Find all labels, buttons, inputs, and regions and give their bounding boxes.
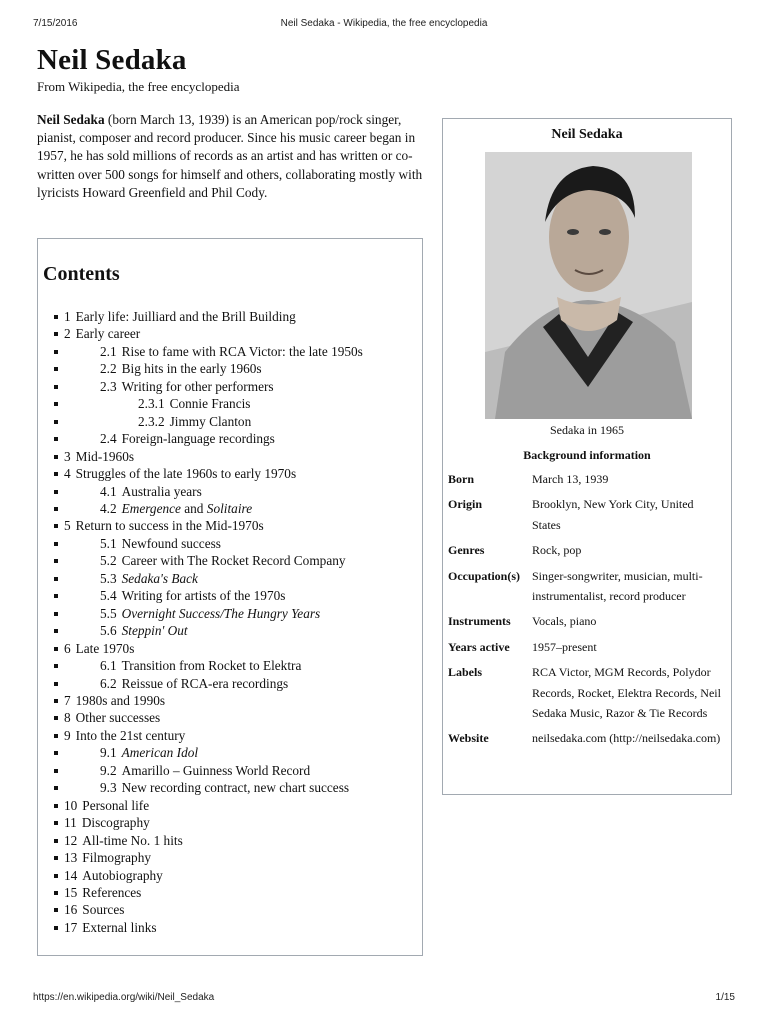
- toc-item-number: 15: [64, 884, 78, 900]
- infobox-row: [448, 637, 725, 657]
- infobox-row: [448, 494, 725, 535]
- toc-item-number: 9.2: [100, 762, 117, 778]
- toc-item-text: Mid-1960s: [75, 448, 135, 464]
- toc-item-text: Emergence: [121, 500, 181, 516]
- toc-item-number: 2.1: [100, 343, 117, 359]
- toc-item-text: Reissue of RCA-era recordings: [121, 675, 289, 691]
- toc-item[interactable]: [64, 884, 418, 901]
- toc-item-text: Transition from Rocket to Elektra: [121, 658, 302, 674]
- toc-item[interactable]: [64, 605, 418, 622]
- infobox-label: Website: [448, 731, 489, 746]
- toc-item-number: 2.3.1: [138, 396, 165, 412]
- toc-item[interactable]: [64, 395, 418, 412]
- toc-item-text: Personal life: [82, 797, 150, 813]
- infobox-row: [448, 728, 725, 748]
- toc-item-number: 6.2: [100, 675, 117, 691]
- toc-item[interactable]: [64, 675, 418, 692]
- toc-item-text: Into the 21st century: [75, 727, 186, 743]
- infobox-value: Vocals, piano: [532, 614, 597, 629]
- infobox-row: [448, 662, 725, 723]
- print-url[interactable]: https://en.wikipedia.org/wiki/Neil_Sedaka: [33, 992, 215, 1003]
- intro-paragraph: [37, 111, 429, 202]
- toc-item-number: 6: [64, 640, 71, 656]
- infobox-value: March 13, 1939: [532, 472, 609, 486]
- toc-item-text: Filmography: [82, 850, 151, 866]
- toc-item-text: Sources: [82, 902, 125, 918]
- infobox-label: Occupation(s): [448, 568, 520, 583]
- toc-item-number: 5.3: [100, 570, 117, 586]
- infobox-value: 1957–present: [532, 639, 597, 654]
- toc-item[interactable]: [64, 901, 418, 918]
- toc-item-text: and: [180, 500, 207, 516]
- toc-item-text: Solitaire: [206, 500, 253, 516]
- toc-item[interactable]: [64, 308, 418, 325]
- toc-item-text: Foreign-language recordings: [121, 431, 275, 447]
- toc-list: [64, 308, 418, 936]
- toc-item[interactable]: [64, 448, 418, 465]
- toc-item-text: Late 1970s: [75, 640, 135, 656]
- toc-item-text: Jimmy Clanton: [169, 413, 252, 429]
- toc-item-number: 4.1: [100, 483, 117, 499]
- toc-item-text: Writing for artists of the 1970s: [121, 588, 286, 604]
- toc-item[interactable]: [64, 517, 418, 534]
- toc-item[interactable]: [64, 413, 418, 430]
- infobox-rows: [448, 469, 725, 754]
- infobox-row: [448, 611, 725, 631]
- toc-item[interactable]: [64, 867, 418, 884]
- intro-text: (born March 13, 1939) is an American pop/rock singer, pianist, composer and record producer. Since his music career began in 1957, he has sold millions of records as an artist and has written or co-written over 500 songs for himself and others, collaborating mostly with lyricists Howard Greenfield and Phil Cody.: [37, 112, 423, 200]
- toc-item-text: References: [82, 884, 142, 900]
- toc-item-text: Amarillo – Guinness World Record: [121, 762, 311, 778]
- toc-item[interactable]: [64, 378, 418, 395]
- infobox-value[interactable]: Brooklyn, New York City, United States: [532, 497, 694, 532]
- toc-item-number: 5.5: [100, 605, 117, 621]
- toc-item[interactable]: [64, 552, 418, 569]
- infobox-label: Genres: [448, 543, 485, 558]
- toc-item-number: 5.1: [100, 535, 117, 551]
- toc-item[interactable]: [64, 814, 418, 831]
- toc-item[interactable]: [64, 570, 418, 587]
- infobox-title: Neil Sedaka: [551, 127, 623, 142]
- infobox-row: [448, 540, 725, 560]
- toc-item-text: Autobiography: [82, 867, 163, 883]
- toc-item-number: 5.6: [100, 623, 117, 639]
- print-date: 7/15/2016: [33, 18, 78, 29]
- infobox-label: Born: [448, 472, 475, 486]
- toc-item-number: 2.3.2: [138, 413, 165, 429]
- toc-item-text: 1980s and 1990s: [75, 692, 166, 708]
- infobox-row: [448, 469, 725, 489]
- print-page-number: 1/15: [715, 992, 735, 1003]
- toc-item-number: 9: [64, 727, 71, 743]
- toc-item-text: Big hits in the early 1960s: [121, 361, 262, 377]
- toc-item-text: American Idol: [121, 745, 199, 761]
- portrait-photo[interactable]: [485, 152, 692, 419]
- toc-item[interactable]: [64, 692, 418, 709]
- toc-item-text: Career with The Rocket Record Company: [121, 553, 346, 569]
- infobox-value[interactable]: Rock, pop: [532, 543, 582, 558]
- toc-item[interactable]: [64, 622, 418, 639]
- toc-item-number: 2.4: [100, 431, 117, 447]
- toc-item-number: 13: [64, 850, 78, 866]
- toc-item-text: Newfound success: [121, 535, 221, 551]
- toc-item-number: 2: [64, 326, 71, 342]
- page-title: Neil Sedaka: [37, 44, 187, 76]
- toc-item-text: Return to success in the Mid-1970s: [75, 518, 264, 534]
- print-header: [33, 18, 735, 29]
- toc-item-number: 3: [64, 448, 71, 464]
- toc-item-number: 5.4: [100, 588, 117, 604]
- toc-item-text: All-time No. 1 hits: [82, 832, 183, 848]
- photo-caption: Sedaka in 1965: [550, 423, 624, 437]
- toc-item[interactable]: [64, 762, 418, 779]
- toc-item-number: 5.2: [100, 553, 117, 569]
- toc-item-text: Writing for other performers: [121, 378, 274, 394]
- toc-item-number: 9.3: [100, 780, 117, 796]
- toc-item-text: Early life: Juilliard and the Brill Building: [75, 309, 296, 324]
- toc-item-text: Rise to fame with RCA Victor: the late 1950s: [121, 343, 363, 359]
- toc-item-number: 16: [64, 902, 78, 918]
- toc-item-number: 4: [64, 466, 71, 482]
- toc-title: Contents: [43, 263, 120, 285]
- infobox: [442, 118, 732, 795]
- toc-item-number: 8: [64, 710, 71, 726]
- toc-item[interactable]: [64, 360, 418, 377]
- toc-item-text: Connie Francis: [169, 396, 251, 412]
- toc-item[interactable]: [64, 343, 418, 360]
- infobox-label: Origin: [448, 497, 483, 512]
- toc-item-text: Australia years: [121, 483, 202, 499]
- toc-item[interactable]: [64, 797, 418, 814]
- toc-item[interactable]: [64, 657, 418, 674]
- toc-item[interactable]: [64, 483, 418, 500]
- infobox-label: Labels: [448, 665, 483, 680]
- toc-item[interactable]: [64, 744, 418, 761]
- toc-item-number: 2.2: [100, 361, 117, 377]
- toc-item[interactable]: [64, 587, 418, 604]
- page-subtitle: From Wikipedia, the free encyclopedia: [37, 79, 240, 94]
- toc-item-number: 4.2: [100, 500, 117, 516]
- toc-item[interactable]: [64, 919, 418, 936]
- intro-bold-name: Neil Sedaka: [37, 112, 105, 127]
- toc-item-text: External links: [82, 919, 157, 935]
- table-of-contents: [37, 238, 423, 956]
- toc-item-text: Steppin' Out: [121, 623, 188, 639]
- background-info-header: Background information: [523, 448, 651, 462]
- toc-item-text: Sedaka's Back: [121, 570, 198, 586]
- toc-item[interactable]: [64, 709, 418, 726]
- toc-item-number: 10: [64, 797, 78, 813]
- toc-item-text: Overnight Success/The Hungry Years: [121, 605, 321, 621]
- infobox-value[interactable]: neilsedaka.com (http://neilsedaka.com): [532, 731, 721, 746]
- toc-item-number: 9.1: [100, 745, 117, 761]
- toc-item-text: New recording contract, new chart success: [121, 780, 350, 796]
- toc-item-number: 2.3: [100, 378, 117, 394]
- toc-item[interactable]: [64, 832, 418, 849]
- toc-item-number: 7: [64, 692, 71, 708]
- toc-item-text: Discography: [81, 815, 150, 831]
- infobox-value[interactable]: RCA Victor, MGM Records, Polydor Records, Rocket, Elektra Records, Neil Sedaka Music, Razor & Tie Records: [532, 665, 721, 721]
- toc-item-text: Struggles of the late 1960s to early 1970s: [75, 466, 297, 482]
- infobox-label: Instruments: [448, 614, 511, 629]
- infobox-value: Singer-songwriter, musician, multi-instrumentalist, record producer: [532, 568, 703, 604]
- toc-item[interactable]: [64, 535, 418, 552]
- toc-item[interactable]: [64, 849, 418, 866]
- toc-item[interactable]: [64, 640, 418, 657]
- toc-item-number: 6.1: [100, 658, 117, 674]
- infobox-label: Years active: [448, 639, 510, 654]
- infobox-row: [448, 566, 725, 607]
- toc-item[interactable]: [64, 500, 418, 517]
- toc-item-text: Early career: [75, 326, 141, 342]
- toc-item[interactable]: [64, 430, 418, 447]
- print-footer: [33, 992, 735, 1003]
- toc-item[interactable]: [64, 727, 418, 744]
- toc-item-text: Other successes: [75, 710, 161, 726]
- toc-item-number: 12: [64, 832, 78, 848]
- toc-item[interactable]: [64, 465, 418, 482]
- toc-item[interactable]: [64, 325, 418, 342]
- toc-item-number: 5: [64, 518, 71, 534]
- toc-item-number: 14: [64, 867, 78, 883]
- toc-item-number: 1: [64, 309, 71, 324]
- toc-item[interactable]: [64, 779, 418, 796]
- toc-item-number: 17: [64, 919, 78, 935]
- toc-item-number: 11: [64, 815, 77, 831]
- print-page-title: Neil Sedaka - Wikipedia, the free encyclopedia: [280, 18, 488, 29]
